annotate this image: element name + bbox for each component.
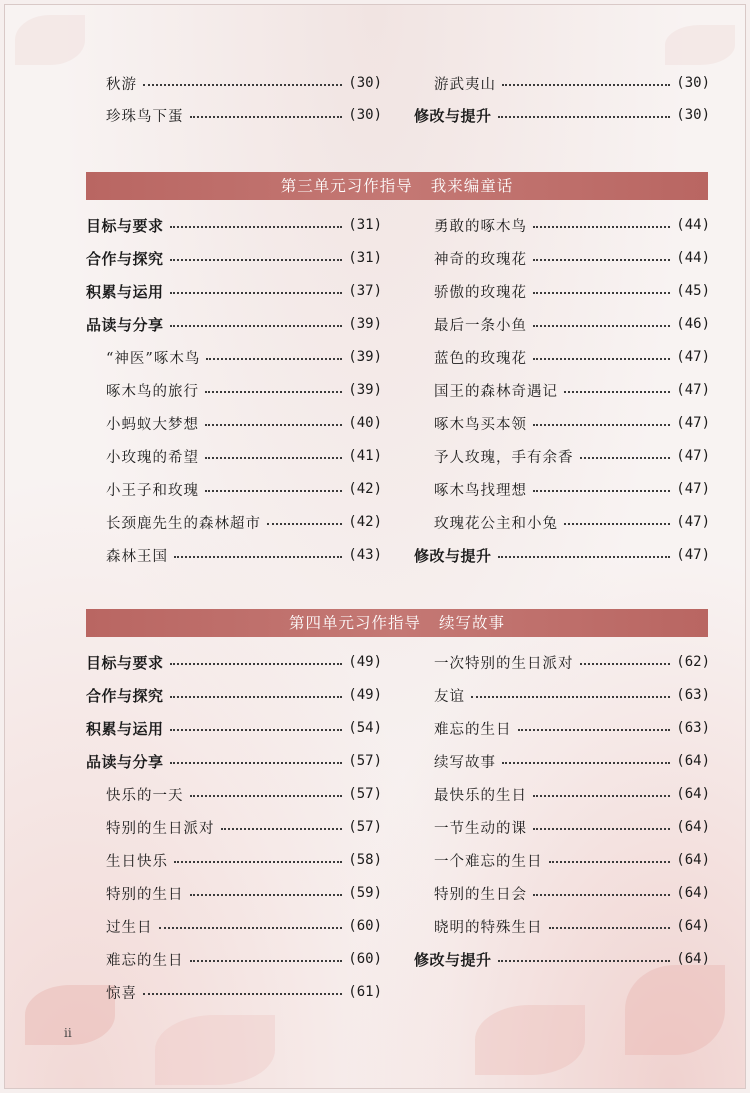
dot-leader xyxy=(533,226,670,228)
toc-entry-title: 积累与运用 xyxy=(86,282,164,301)
banner-title: 第三单元习作指导 xyxy=(280,177,413,195)
dot-leader xyxy=(190,894,343,896)
dot-leader xyxy=(205,490,342,492)
toc-entry[interactable] xyxy=(86,278,382,304)
decorative-leaf xyxy=(665,25,735,65)
toc-entry-title: 最后一条小鱼 xyxy=(434,317,527,334)
dot-leader xyxy=(533,490,670,492)
dot-leader xyxy=(498,116,671,118)
toc-entry-title: 修改与提升 xyxy=(414,106,492,125)
toc-entry[interactable] xyxy=(86,102,382,128)
dot-leader xyxy=(159,927,343,929)
toc-entry-title: 玫瑰花公主和小兔 xyxy=(434,515,558,532)
toc-entry[interactable] xyxy=(86,509,382,535)
dot-leader xyxy=(170,259,343,261)
dot-leader xyxy=(498,556,671,558)
toc-entry-page: (47) xyxy=(676,382,710,398)
toc-entry-page: (57) xyxy=(348,819,382,835)
toc-entry-page: (47) xyxy=(676,514,710,530)
toc-entry-page: (57) xyxy=(348,786,382,802)
toc-entry-title: 骄傲的玫瑰花 xyxy=(434,284,527,301)
dot-leader xyxy=(170,696,343,698)
dot-leader xyxy=(533,325,670,327)
toc-entry-page: (31) xyxy=(348,250,382,266)
toc-entry[interactable] xyxy=(414,70,710,96)
toc-entry[interactable] xyxy=(414,913,710,939)
dot-leader xyxy=(205,457,342,459)
toc-entry[interactable] xyxy=(414,880,710,906)
toc-entry-page: (42) xyxy=(348,514,382,530)
toc-entry-title: 生日快乐 xyxy=(106,853,168,870)
toc-entry[interactable] xyxy=(414,344,710,370)
page-number: ii xyxy=(64,1026,72,1040)
toc-entry-page: (64) xyxy=(676,786,710,802)
toc-entry-page: (43) xyxy=(348,547,382,563)
toc-entry[interactable] xyxy=(414,649,710,675)
toc-entry-title: 续写故事 xyxy=(434,754,496,771)
toc-entry-page: (45) xyxy=(676,283,710,299)
dot-leader xyxy=(580,457,671,459)
toc-entry[interactable] xyxy=(414,212,710,238)
dot-leader xyxy=(533,828,670,830)
toc-entry[interactable] xyxy=(414,509,710,535)
toc-entry-title: 修改与提升 xyxy=(414,546,492,565)
toc-entry[interactable] xyxy=(86,212,382,238)
toc-entry[interactable] xyxy=(86,70,382,96)
toc-entry-page: (49) xyxy=(348,654,382,670)
toc-entry-page: (58) xyxy=(348,852,382,868)
toc-entry-page: (44) xyxy=(676,250,710,266)
toc-entry-page: (46) xyxy=(676,316,710,332)
toc-entry-page: (64) xyxy=(676,753,710,769)
toc-entry-page: (60) xyxy=(348,951,382,967)
toc-entry[interactable] xyxy=(414,311,710,337)
section-banner-unit3 xyxy=(86,172,708,200)
toc-entry-title: 过生日 xyxy=(106,919,153,936)
dot-leader xyxy=(580,663,671,665)
toc-entry[interactable] xyxy=(86,311,382,337)
dot-leader xyxy=(267,523,342,525)
banner-subtitle: 我来编童话 xyxy=(430,177,514,195)
toc-entry-title: 友谊 xyxy=(434,688,465,705)
dot-leader xyxy=(564,523,670,525)
toc-entry[interactable] xyxy=(414,682,710,708)
toc-entry-page: (42) xyxy=(348,481,382,497)
toc-entry-title: 品读与分享 xyxy=(86,315,164,334)
toc-entry-page: (63) xyxy=(676,720,710,736)
toc-entry-title: 快乐的一天 xyxy=(106,787,184,804)
toc-entry-title: 特别的生日会 xyxy=(434,886,527,903)
toc-entry[interactable] xyxy=(414,278,710,304)
section-banner-unit4 xyxy=(86,609,708,637)
dot-leader xyxy=(502,84,670,86)
dot-leader xyxy=(533,259,670,261)
toc-entry-page: (39) xyxy=(348,382,382,398)
toc-entry[interactable] xyxy=(86,476,382,502)
toc-entry[interactable] xyxy=(86,245,382,271)
toc-entry-title: 小蚂蚁大梦想 xyxy=(106,416,199,433)
toc-entry-title: 合作与探究 xyxy=(86,249,164,268)
dot-leader xyxy=(206,358,342,360)
toc-entry-title: 游武夷山 xyxy=(434,76,496,93)
toc-entry-page: (61) xyxy=(348,984,382,1000)
dot-leader xyxy=(533,795,670,797)
dot-leader xyxy=(549,927,671,929)
toc-entry-title: 啄木鸟买本领 xyxy=(434,416,527,433)
dot-leader xyxy=(170,226,343,228)
dot-leader xyxy=(221,828,343,830)
toc-entry[interactable] xyxy=(414,245,710,271)
toc-entry-page: (57) xyxy=(348,753,382,769)
toc-entry[interactable] xyxy=(86,410,382,436)
toc-entry[interactable] xyxy=(414,102,710,128)
toc-entry[interactable] xyxy=(86,979,382,1005)
toc-entry-page: (39) xyxy=(348,349,382,365)
toc-entry-page: (62) xyxy=(676,654,710,670)
toc-entry-title: 勇敢的啄木鸟 xyxy=(434,218,527,235)
toc-entry-page: (44) xyxy=(676,217,710,233)
toc-entry-title: “神医”啄木鸟 xyxy=(106,350,201,367)
toc-entry-title: 蓝色的玫瑰花 xyxy=(434,350,527,367)
dot-leader xyxy=(205,391,342,393)
toc-entry-page: (54) xyxy=(348,720,382,736)
toc-entry-page: (60) xyxy=(348,918,382,934)
toc-entry[interactable] xyxy=(414,410,710,436)
toc-entry-page: (47) xyxy=(676,415,710,431)
toc-entry-title: 目标与要求 xyxy=(86,216,164,235)
toc-entry-page: (30) xyxy=(676,107,710,123)
toc-entry-page: (47) xyxy=(676,349,710,365)
toc-entry-page: (40) xyxy=(348,415,382,431)
dot-leader xyxy=(498,960,671,962)
dot-leader xyxy=(170,325,343,327)
toc-entry[interactable] xyxy=(86,880,382,906)
toc-entry[interactable] xyxy=(86,443,382,469)
toc-entry[interactable] xyxy=(86,913,382,939)
toc-entry[interactable] xyxy=(414,476,710,502)
toc-entry[interactable] xyxy=(86,649,382,675)
dot-leader xyxy=(174,556,342,558)
toc-entry-title: 晓明的特殊生日 xyxy=(434,919,543,936)
dot-leader xyxy=(471,696,670,698)
dot-leader xyxy=(533,894,670,896)
toc-entry[interactable] xyxy=(414,715,710,741)
toc-entry-page: (37) xyxy=(348,283,382,299)
toc-entry-page: (47) xyxy=(676,481,710,497)
toc-entry-title: 珍珠鸟下蛋 xyxy=(106,108,184,125)
dot-leader xyxy=(533,292,670,294)
toc-entry-page: (31) xyxy=(348,217,382,233)
dot-leader xyxy=(549,861,671,863)
toc-entry-page: (59) xyxy=(348,885,382,901)
toc-entry-title: 难忘的生日 xyxy=(434,721,512,738)
toc-entry[interactable] xyxy=(414,781,710,807)
toc-entry-title: 一次特别的生日派对 xyxy=(434,655,574,672)
toc-entry[interactable] xyxy=(86,748,382,774)
toc-entry-title: 惊喜 xyxy=(106,985,137,1002)
dot-leader xyxy=(170,729,343,731)
dot-leader xyxy=(518,729,671,731)
toc-entry[interactable] xyxy=(414,377,710,403)
toc-entry[interactable] xyxy=(86,781,382,807)
toc-entry-title: 最快乐的生日 xyxy=(434,787,527,804)
decorative-leaf xyxy=(15,15,85,65)
toc-entry-page: (64) xyxy=(676,951,710,967)
toc-entry-page: (49) xyxy=(348,687,382,703)
dot-leader xyxy=(502,762,670,764)
dot-leader xyxy=(143,993,342,995)
toc-entry[interactable] xyxy=(414,748,710,774)
dot-leader xyxy=(190,795,343,797)
toc-entry-title: 品读与分享 xyxy=(86,752,164,771)
toc-entry-title: 神奇的玫瑰花 xyxy=(434,251,527,268)
dot-leader xyxy=(170,762,343,764)
toc-entry-title: 森林王国 xyxy=(106,548,168,565)
banner-subtitle: 续写故事 xyxy=(439,614,506,632)
toc-entry[interactable] xyxy=(86,682,382,708)
toc-entry-page: (39) xyxy=(348,316,382,332)
toc-entry-title: 一个难忘的生日 xyxy=(434,853,543,870)
dot-leader xyxy=(143,84,342,86)
toc-entry-title: 小玫瑰的希望 xyxy=(106,449,199,466)
toc-entry-title: 修改与提升 xyxy=(414,950,492,969)
decorative-leaf xyxy=(155,1015,275,1085)
toc-entry-page: (64) xyxy=(676,885,710,901)
toc-entry-title: 予人玫瑰，手有余香 xyxy=(434,449,574,466)
toc-entry[interactable] xyxy=(414,814,710,840)
toc-entry[interactable] xyxy=(86,542,382,568)
toc-entry[interactable] xyxy=(86,715,382,741)
toc-entry-title: 特别的生日派对 xyxy=(106,820,215,837)
toc-entry-title: 秋游 xyxy=(106,76,137,93)
dot-leader xyxy=(190,960,343,962)
toc-entry-title: 国王的森林奇遇记 xyxy=(434,383,558,400)
toc-entry[interactable] xyxy=(414,542,710,568)
dot-leader xyxy=(190,116,343,118)
toc-entry[interactable] xyxy=(86,946,382,972)
toc-entry-title: 合作与探究 xyxy=(86,686,164,705)
dot-leader xyxy=(533,424,670,426)
toc-entry-page: (41) xyxy=(348,448,382,464)
toc-entry-title: 啄木鸟找理想 xyxy=(434,482,527,499)
decorative-leaf xyxy=(475,1005,585,1075)
dot-leader xyxy=(170,292,343,294)
dot-leader xyxy=(564,391,670,393)
toc-entry[interactable] xyxy=(86,814,382,840)
toc-entry-title: 小王子和玫瑰 xyxy=(106,482,199,499)
toc-entry[interactable] xyxy=(414,946,710,972)
toc-entry-page: (64) xyxy=(676,819,710,835)
dot-leader xyxy=(170,663,343,665)
toc-entry-title: 特别的生日 xyxy=(106,886,184,903)
dot-leader xyxy=(533,358,670,360)
toc-entry-page: (63) xyxy=(676,687,710,703)
toc-entry-page: (47) xyxy=(676,547,710,563)
toc-entry-title: 一节生动的课 xyxy=(434,820,527,837)
toc-entry-title: 啄木鸟的旅行 xyxy=(106,383,199,400)
toc-entry-page: (47) xyxy=(676,448,710,464)
toc-entry-page: (30) xyxy=(348,107,382,123)
toc-entry-page: (30) xyxy=(676,75,710,91)
toc-entry-title: 难忘的生日 xyxy=(106,952,184,969)
decorative-leaf xyxy=(625,965,725,1055)
toc-entry[interactable] xyxy=(86,344,382,370)
toc-entry[interactable] xyxy=(86,847,382,873)
toc-entry-page: (64) xyxy=(676,852,710,868)
toc-entry-page: (64) xyxy=(676,918,710,934)
dot-leader xyxy=(205,424,342,426)
dot-leader xyxy=(174,861,342,863)
toc-entry-page: (30) xyxy=(348,75,382,91)
toc-entry[interactable] xyxy=(414,443,710,469)
toc-entry-title: 积累与运用 xyxy=(86,719,164,738)
toc-entry[interactable] xyxy=(86,377,382,403)
banner-title: 第四单元习作指导 xyxy=(288,614,421,632)
toc-entry[interactable] xyxy=(414,847,710,873)
toc-entry-title: 长颈鹿先生的森林超市 xyxy=(106,515,261,532)
toc-entry-title: 目标与要求 xyxy=(86,653,164,672)
